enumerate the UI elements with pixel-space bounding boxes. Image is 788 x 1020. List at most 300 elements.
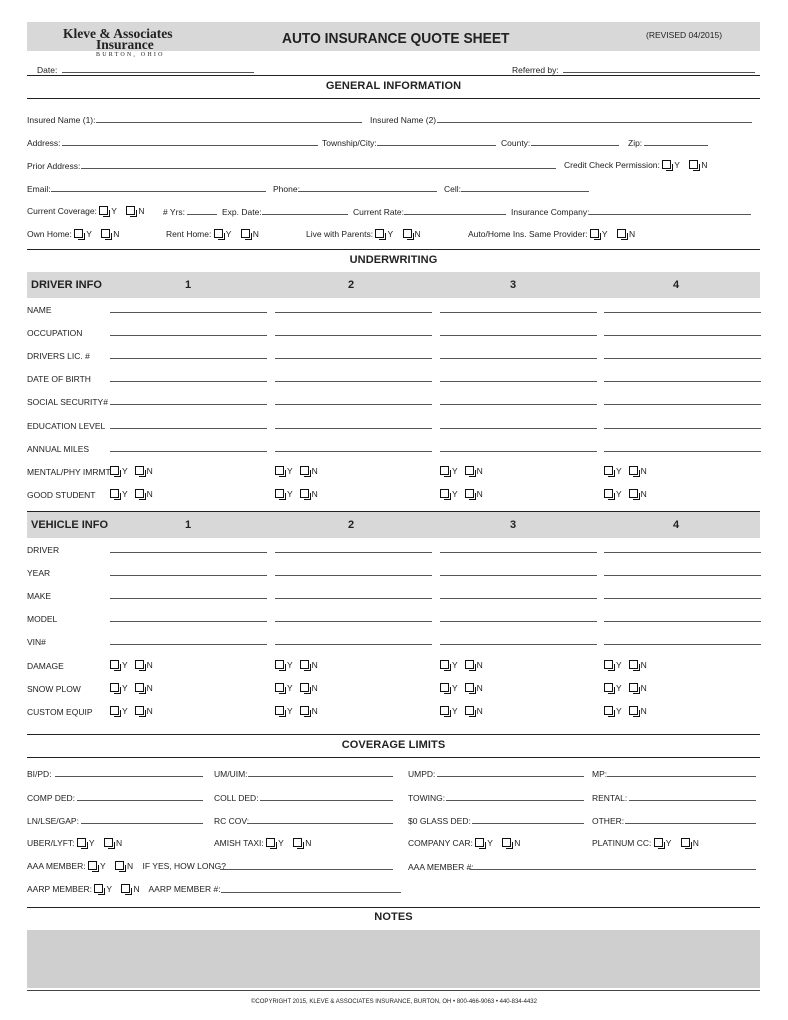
driver-field[interactable] xyxy=(110,358,267,359)
platinum-cc-label: PLATINUM CC: xyxy=(592,838,652,848)
yes-label: Y xyxy=(601,229,608,239)
checkbox-yes[interactable] xyxy=(604,489,613,498)
own-home-checkboxes xyxy=(27,229,119,239)
vehicle-field[interactable] xyxy=(275,644,432,645)
aarp-member-num-field[interactable] xyxy=(221,892,401,893)
driver-col-2: 2 xyxy=(348,279,355,291)
yes-label: Y xyxy=(287,659,293,670)
township-label: Township/City: xyxy=(322,138,377,148)
ln-lse-gap-label: LN/LSE/GAP: xyxy=(27,816,79,826)
checkbox-no[interactable] xyxy=(241,229,250,238)
driver-field[interactable] xyxy=(110,335,267,336)
checkbox-yes[interactable] xyxy=(475,838,484,847)
checkbox-yes[interactable] xyxy=(275,660,284,669)
checkbox-no[interactable] xyxy=(629,660,638,669)
no-label: N xyxy=(628,229,636,239)
yes-label: Y xyxy=(452,659,458,670)
no-label: N xyxy=(476,705,483,716)
checkbox-yes[interactable] xyxy=(604,683,613,692)
section-heading-underwriting: UNDERWRITING xyxy=(349,254,438,266)
driver-field[interactable] xyxy=(275,358,432,359)
no-label: N xyxy=(115,838,123,848)
driver-field[interactable] xyxy=(440,428,597,429)
glass-ded-label: $0 GLASS DED: xyxy=(408,816,471,826)
checkbox-no[interactable] xyxy=(502,838,511,847)
yes-no-checkboxes xyxy=(440,466,483,476)
driver-field[interactable] xyxy=(604,381,761,382)
yes-label: Y xyxy=(616,682,622,693)
driver-field[interactable] xyxy=(604,451,761,452)
yes-no-checkboxes xyxy=(440,489,483,499)
insured-name-2-field[interactable] xyxy=(437,122,752,123)
yes-no-checkboxes xyxy=(110,489,153,499)
vehicle-check-row-label: CUSTOM EQUIP xyxy=(27,706,93,717)
checkbox-yes[interactable] xyxy=(590,229,599,238)
aaa-member-checkboxes xyxy=(27,861,226,871)
towing-field[interactable] xyxy=(446,800,584,801)
aaa-how-long-field[interactable] xyxy=(220,869,393,870)
yrs-label: # Yrs: xyxy=(163,207,186,217)
divider xyxy=(27,907,760,908)
no-label: N xyxy=(146,465,153,476)
yes-label: Y xyxy=(122,659,128,670)
yes-label: Y xyxy=(106,884,113,894)
vehicle-field[interactable] xyxy=(275,621,432,622)
yes-no-checkboxes xyxy=(275,683,318,693)
driver-info-heading: DRIVER INFO xyxy=(31,279,102,291)
vehicle-row-label: DRIVER xyxy=(27,545,60,555)
vehicle-field[interactable] xyxy=(604,644,761,645)
yes-label: Y xyxy=(487,838,493,848)
checkbox-yes[interactable] xyxy=(604,660,613,669)
no-label: N xyxy=(514,838,521,848)
exp-date-label: Exp. Date: xyxy=(222,207,262,217)
no-label: N xyxy=(127,861,134,871)
no-label: N xyxy=(640,488,647,499)
driver-field[interactable] xyxy=(604,335,761,336)
vehicle-field[interactable] xyxy=(440,575,597,576)
company-name: Kleve & Associates xyxy=(63,26,173,41)
driver-field[interactable] xyxy=(440,335,597,336)
zip-label: Zip: xyxy=(628,138,643,148)
driver-field[interactable] xyxy=(604,358,761,359)
checkbox-no[interactable] xyxy=(465,660,474,669)
uber-lyft-checkboxes xyxy=(27,838,122,848)
no-label: N xyxy=(146,705,153,716)
no-label: N xyxy=(311,705,318,716)
no-label: N xyxy=(640,682,647,693)
cell-field[interactable] xyxy=(461,191,589,192)
prior-address-field[interactable] xyxy=(81,168,556,169)
checkbox-yes[interactable] xyxy=(440,489,449,498)
email-field[interactable] xyxy=(51,191,266,192)
driver-row-label: SOCIAL SECURITY# xyxy=(27,397,108,408)
checkbox-yes[interactable] xyxy=(110,683,119,692)
yes-label: Y xyxy=(452,682,458,693)
divider xyxy=(27,249,760,250)
aarp-member-checkboxes xyxy=(27,884,221,894)
yes-no-checkboxes xyxy=(440,706,483,716)
vehicle-field[interactable] xyxy=(110,552,267,553)
no-label: N xyxy=(146,488,153,499)
yes-label: Y xyxy=(616,465,622,476)
checkbox-no[interactable] xyxy=(300,683,309,692)
checkbox-no[interactable] xyxy=(101,229,110,238)
driver-col-3: 3 xyxy=(510,279,517,291)
vehicle-field[interactable] xyxy=(275,598,432,599)
driver-field[interactable] xyxy=(110,428,267,429)
vehicle-field[interactable] xyxy=(604,575,761,576)
yes-label: Y xyxy=(99,861,106,871)
page-title: AUTO INSURANCE QUOTE SHEET xyxy=(282,30,510,47)
other-field[interactable] xyxy=(625,823,756,824)
notes-area[interactable] xyxy=(27,930,760,988)
checkbox-yes[interactable] xyxy=(275,489,284,498)
vehicle-col-2: 2 xyxy=(348,519,355,531)
checkbox-yes[interactable] xyxy=(275,683,284,692)
ln-lse-gap-field[interactable] xyxy=(81,823,203,824)
yes-label: Y xyxy=(387,229,394,239)
yes-label: Y xyxy=(278,838,284,848)
checkbox-yes[interactable] xyxy=(74,229,83,238)
mp-field[interactable] xyxy=(607,776,756,777)
date-field[interactable] xyxy=(62,72,254,73)
aarp-member-num-label: AARP MEMBER #: xyxy=(148,884,221,894)
checkbox-yes[interactable] xyxy=(214,229,223,238)
vehicle-field[interactable] xyxy=(275,575,432,576)
driver-field[interactable] xyxy=(275,428,432,429)
county-label: County: xyxy=(501,138,531,148)
referred-by-field[interactable] xyxy=(563,72,755,73)
other-label: OTHER: xyxy=(592,816,625,826)
live-with-parents-label: Live with Parents: xyxy=(306,229,374,239)
current-coverage-checkboxes xyxy=(27,206,144,216)
yes-no-checkboxes xyxy=(275,660,318,670)
section-heading-general: GENERAL INFORMATION xyxy=(325,80,462,92)
driver-field[interactable] xyxy=(440,312,597,313)
no-label: N xyxy=(146,659,153,670)
vehicle-field[interactable] xyxy=(604,621,761,622)
comp-ded-field[interactable] xyxy=(77,800,203,801)
company-location: BURTON, OHIO xyxy=(96,52,165,58)
driver-field[interactable] xyxy=(604,428,761,429)
no-label: N xyxy=(692,838,699,848)
checkbox-no[interactable] xyxy=(126,206,135,215)
township-field[interactable] xyxy=(377,145,496,146)
checkbox-no[interactable] xyxy=(135,660,144,669)
vehicle-field[interactable] xyxy=(440,644,597,645)
current-rate-field[interactable] xyxy=(404,214,506,215)
yes-no-checkboxes xyxy=(604,683,647,693)
insured-name-2-label: Insured Name (2) xyxy=(370,115,437,125)
county-field[interactable] xyxy=(531,145,619,146)
checkbox-yes[interactable] xyxy=(275,466,284,475)
same-provider-label: Auto/Home Ins. Same Provider: xyxy=(468,229,588,239)
vehicle-field[interactable] xyxy=(110,644,267,645)
address-label: Address: xyxy=(27,138,61,148)
yes-no-checkboxes xyxy=(440,660,483,670)
checkbox-yes[interactable] xyxy=(375,229,384,238)
checkbox-yes[interactable] xyxy=(440,660,449,669)
phone-field[interactable] xyxy=(298,191,437,192)
vehicle-check-row-label: DAMAGE xyxy=(27,660,64,671)
checkbox-no[interactable] xyxy=(300,660,309,669)
vehicle-field[interactable] xyxy=(604,598,761,599)
section-heading-notes: NOTES xyxy=(374,911,413,923)
no-label: N xyxy=(476,682,483,693)
yrs-field[interactable] xyxy=(187,214,217,215)
driver-field[interactable] xyxy=(110,312,267,313)
divider xyxy=(27,511,760,512)
rc-cov-label: RC COV: xyxy=(214,816,250,826)
exp-date-field[interactable] xyxy=(262,214,348,215)
checkbox-no[interactable] xyxy=(300,489,309,498)
aaa-member-label: AAA MEMBER: xyxy=(27,861,86,871)
no-label: N xyxy=(476,659,483,670)
driver-field[interactable] xyxy=(440,404,597,405)
yes-no-checkboxes xyxy=(275,489,318,499)
insurance-company-field[interactable] xyxy=(589,214,751,215)
checkbox-yes[interactable] xyxy=(94,884,103,893)
checkbox-no[interactable] xyxy=(115,861,124,870)
checkbox-yes[interactable] xyxy=(88,861,97,870)
mp-label: MP: xyxy=(592,769,608,779)
checkbox-no[interactable] xyxy=(300,706,309,715)
vehicle-field[interactable] xyxy=(440,621,597,622)
credit-check-label: Credit Check Permission: xyxy=(564,160,660,170)
yes-no-checkboxes xyxy=(604,466,647,476)
rental-label: RENTAL: xyxy=(592,793,628,803)
checkbox-yes[interactable] xyxy=(99,206,108,215)
glass-ded-field[interactable] xyxy=(472,823,584,824)
no-label: N xyxy=(311,682,318,693)
vehicle-row-label: MAKE xyxy=(27,591,52,602)
no-label: N xyxy=(640,465,647,476)
checkbox-no[interactable] xyxy=(629,489,638,498)
checkbox-no[interactable] xyxy=(689,160,698,169)
yes-no-checkboxes xyxy=(440,683,483,693)
bipd-field[interactable] xyxy=(55,776,203,777)
umuim-label: UM/UIM: xyxy=(214,769,248,779)
driver-field[interactable] xyxy=(604,312,761,313)
vehicle-check-row-label: SNOW PLOW xyxy=(27,683,81,694)
uber-lyft-label: UBER/LYFT: xyxy=(27,838,75,848)
no-label: N xyxy=(138,206,145,216)
divider xyxy=(27,734,760,735)
address-field[interactable] xyxy=(62,145,318,146)
vehicle-col-1: 1 xyxy=(185,519,192,531)
checkbox-yes[interactable] xyxy=(110,489,119,498)
checkbox-no[interactable] xyxy=(293,838,302,847)
comp-ded-label: COMP DED: xyxy=(27,793,76,803)
footer-copyright: ©COPYRIGHT 2015, KLEVE & ASSOCIATES INSURANCE, BURTON, OH • 800-466-9063 • 440-834-4432 xyxy=(251,999,537,1005)
checkbox-yes[interactable] xyxy=(110,660,119,669)
yes-label: Y xyxy=(225,229,232,239)
driver-row-label: EDUCATION LEVEL xyxy=(27,420,106,431)
vehicle-field[interactable] xyxy=(110,621,267,622)
date-label: Date: xyxy=(37,65,58,75)
credit-check-checkboxes xyxy=(564,160,707,170)
driver-field[interactable] xyxy=(275,381,432,382)
driver-row-label: ANNUAL MILES xyxy=(27,443,90,454)
no-label: N xyxy=(252,229,259,239)
yes-no-checkboxes xyxy=(604,706,647,716)
yes-label: Y xyxy=(287,488,293,499)
rental-field[interactable] xyxy=(629,800,756,801)
checkbox-yes[interactable] xyxy=(654,838,663,847)
driver-field[interactable] xyxy=(604,404,761,405)
checkbox-no[interactable] xyxy=(465,706,474,715)
checkbox-no[interactable] xyxy=(629,466,638,475)
umpd-label: UMPD: xyxy=(408,769,436,779)
referred-by-label: Referred by: xyxy=(512,65,559,75)
yes-label: Y xyxy=(287,705,293,716)
checkbox-yes[interactable] xyxy=(77,838,86,847)
driver-field[interactable] xyxy=(440,451,597,452)
yes-label: Y xyxy=(88,838,95,848)
yes-no-checkboxes xyxy=(604,489,647,499)
if-yes-label: IF YES, HOW LONG? xyxy=(142,861,226,871)
live-with-parents-checkboxes xyxy=(306,229,421,239)
vehicle-info-header xyxy=(27,512,760,538)
no-label: N xyxy=(701,160,708,170)
no-label: N xyxy=(476,488,483,499)
umpd-field[interactable] xyxy=(437,776,584,777)
yes-label: Y xyxy=(122,488,128,499)
divider xyxy=(27,757,760,758)
umuim-field[interactable] xyxy=(248,776,393,777)
vehicle-info-heading: VEHICLE INFO xyxy=(31,519,109,531)
checkbox-yes[interactable] xyxy=(440,466,449,475)
checkbox-no[interactable] xyxy=(104,838,113,847)
yes-label: Y xyxy=(122,682,128,693)
rc-cov-field[interactable] xyxy=(247,823,393,824)
vehicle-col-4: 4 xyxy=(673,519,680,531)
driver-field[interactable] xyxy=(440,358,597,359)
yes-label: Y xyxy=(287,465,293,476)
checkbox-no[interactable] xyxy=(300,466,309,475)
insured-name-1-field[interactable] xyxy=(96,122,362,123)
amish-taxi-checkboxes xyxy=(214,838,311,848)
checkbox-no[interactable] xyxy=(681,838,690,847)
no-label: N xyxy=(640,659,647,670)
checkbox-yes[interactable] xyxy=(604,706,613,715)
aaa-member-num-field[interactable] xyxy=(470,869,756,870)
driver-info-header xyxy=(27,272,760,298)
vehicle-field[interactable] xyxy=(440,598,597,599)
same-provider-checkboxes xyxy=(468,229,635,239)
checkbox-no[interactable] xyxy=(465,466,474,475)
checkbox-yes[interactable] xyxy=(266,838,275,847)
driver-field[interactable] xyxy=(275,335,432,336)
checkbox-yes[interactable] xyxy=(110,706,119,715)
driver-field[interactable] xyxy=(275,404,432,405)
vehicle-field[interactable] xyxy=(604,552,761,553)
driver-field[interactable] xyxy=(275,312,432,313)
driver-col-4: 4 xyxy=(673,279,680,291)
company-car-checkboxes xyxy=(408,838,520,848)
vehicle-row-label: YEAR xyxy=(27,568,51,579)
driver-field[interactable] xyxy=(110,404,267,405)
vehicle-field[interactable] xyxy=(110,598,267,599)
checkbox-no[interactable] xyxy=(629,706,638,715)
vehicle-field[interactable] xyxy=(110,575,267,576)
checkbox-no[interactable] xyxy=(135,683,144,692)
amish-taxi-label: AMISH TAXI: xyxy=(214,838,264,848)
yes-no-checkboxes xyxy=(110,706,153,716)
yes-label: Y xyxy=(122,465,128,476)
driver-row-label: DATE OF BIRTH xyxy=(27,374,91,385)
driver-field[interactable] xyxy=(110,381,267,382)
vehicle-col-3: 3 xyxy=(510,519,517,531)
coll-ded-field[interactable] xyxy=(260,800,393,801)
driver-row-label: OCCUPATION xyxy=(27,328,83,339)
no-label: N xyxy=(476,465,483,476)
no-label: N xyxy=(311,488,318,499)
driver-row-label: DRIVERS LIC. # xyxy=(27,351,90,362)
platinum-cc-checkboxes xyxy=(592,838,699,848)
phone-label: Phone: xyxy=(273,184,300,194)
checkbox-no[interactable] xyxy=(629,683,638,692)
driver-check-row-label: GOOD STUDENT xyxy=(27,489,96,500)
yes-no-checkboxes xyxy=(110,683,153,693)
vehicle-row-label: VIN# xyxy=(27,637,46,648)
zip-field[interactable] xyxy=(644,145,708,146)
checkbox-no[interactable] xyxy=(121,884,130,893)
checkbox-no[interactable] xyxy=(403,229,412,238)
yes-label: Y xyxy=(616,488,622,499)
checkbox-no[interactable] xyxy=(135,466,144,475)
checkbox-yes[interactable] xyxy=(604,466,613,475)
divider xyxy=(27,98,760,99)
checkbox-no[interactable] xyxy=(617,229,626,238)
yes-no-checkboxes xyxy=(110,466,153,476)
no-label: N xyxy=(311,659,318,670)
checkbox-no[interactable] xyxy=(465,683,474,692)
yes-label: Y xyxy=(86,229,92,239)
yes-label: Y xyxy=(616,705,622,716)
driver-field[interactable] xyxy=(275,451,432,452)
yes-label: Y xyxy=(452,465,458,476)
vehicle-field[interactable] xyxy=(440,552,597,553)
checkbox-yes[interactable] xyxy=(440,683,449,692)
yes-label: Y xyxy=(287,682,293,693)
yes-no-checkboxes xyxy=(110,660,153,670)
checkbox-yes[interactable] xyxy=(275,706,284,715)
driver-col-1: 1 xyxy=(185,279,192,291)
divider xyxy=(27,75,760,76)
insured-name-1-label: Insured Name (1): xyxy=(27,115,96,125)
checkbox-yes[interactable] xyxy=(662,160,671,169)
vehicle-row-label: MODEL xyxy=(27,614,58,625)
checkbox-yes[interactable] xyxy=(110,466,119,475)
checkbox-no[interactable] xyxy=(465,489,474,498)
checkbox-no[interactable] xyxy=(135,706,144,715)
vehicle-field[interactable] xyxy=(275,552,432,553)
yes-no-checkboxes xyxy=(604,660,647,670)
aaa-member-num-label: AAA MEMBER #: xyxy=(408,862,474,872)
aarp-member-label: AARP MEMBER: xyxy=(27,884,93,894)
divider xyxy=(27,990,760,991)
bipd-label: BI/PD: xyxy=(27,769,52,779)
prior-address-label: Prior Address: xyxy=(27,161,81,171)
no-label: N xyxy=(146,682,153,693)
driver-field[interactable] xyxy=(440,381,597,382)
checkbox-yes[interactable] xyxy=(440,706,449,715)
driver-field[interactable] xyxy=(110,451,267,452)
checkbox-no[interactable] xyxy=(135,489,144,498)
driver-row-label: NAME xyxy=(27,305,52,315)
